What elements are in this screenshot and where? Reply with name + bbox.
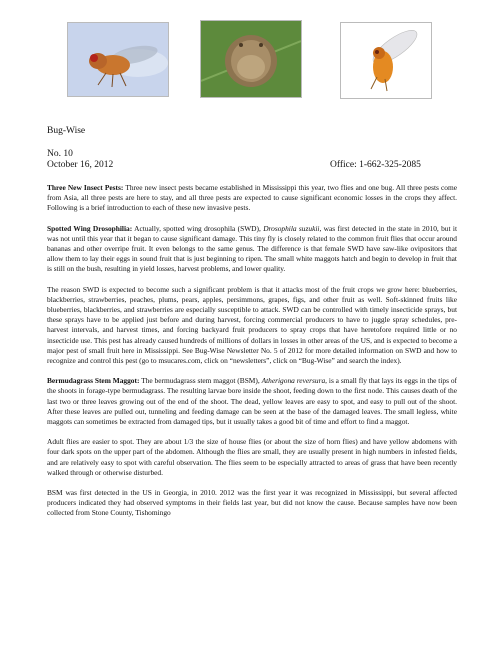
issue-number: No. 10 xyxy=(47,149,73,159)
bsm-paragraph xyxy=(47,376,457,427)
bsm-scientific-name: Atherigona reversura xyxy=(261,376,326,386)
newsletter-title: Bug-Wise xyxy=(47,126,86,136)
article-body xyxy=(47,183,457,529)
office-phone: Office: 1-662-325-2085 xyxy=(330,160,421,170)
bsm-text-b: , is a small fly that lays its eggs in the tips of the shoots in forage-type bermudagrass. The resulting larvae bore inside the shoot, feeding down to the first node. This causes death of the last two or three leaves growing out of the end of the shoot. The dead, yellow leaves are easy to spot, and easy to pull out of the shoot. After these leaves are pulled out, tunneling and feeding damage can be seen at the base of the damaged leaves. The small legless, white maggots can sometimes be extracted from damaged tips, but it usually takes a good bit of time and effort to find a maggot. xyxy=(47,376,458,427)
swd-paragraph xyxy=(47,224,457,275)
bsm-paragraph-2: Adult flies are easier to spot. They are about 1/3 the size of house flies (or about the size of horn flies) and have yellow abdomens with four dark spots on the upper part of the abdomen. Although the flies are small, they are usually present in high numbers in infested fields, and are relatively easy to spot with careful observation. The flies seem to be especially attracted to areas of grass that have been recently walked through or otherwise disturbed. xyxy=(47,437,457,477)
intro-text: Three new insect pests became established in Mississippi this year, two flies and one bug. All three pests come from Asia, all three pests are here to stay, and all three pests are expected to cause significant economic losses in the crops they affect. Following is a brief introduction to each of these new invasive pests. xyxy=(47,183,458,213)
stink-bug-photo xyxy=(200,20,302,98)
intro-paragraph xyxy=(47,183,457,214)
issue-date: October 16, 2012 xyxy=(47,160,114,170)
bsm-heading: Bermudagrass Stem Maggot: xyxy=(47,376,140,386)
stem-maggot-fly-photo xyxy=(340,22,432,99)
bsm-paragraph-3: BSM was first detected in the US in Georgia, in 2010. 2012 was the first year it was recognized in Mississippi, but several affected producers indicated they had observed symptoms in their fields last year, but did not know the cause. Because samples have now been collected from Stone County, Tishomingo xyxy=(47,488,457,518)
fruit-fly-photo xyxy=(67,22,169,97)
swd-scientific-name: Drosophila suzukii xyxy=(263,223,320,233)
swd-text-a: Actually, spotted wing drosophila (SWD), xyxy=(134,223,261,233)
swd-paragraph-2: The reason SWD is expected to become such a significant problem is that it attacks most of the fruit crops we grow here: blueberries, blackberries, strawberries, peaches, plums, pears, apples, persimmons, grapes, figs, and other fruit as well. Soft-skinned fruits like blueberries, blackberries, and strawberries are especially susceptible to attack. SWD can be controlled with timely insecticide sprays, but these sprays have to be applied just before and during harvest, forcing commercial producers to have to juggle spray schedules, pre-harvest intervals, and harvest times, and forcing backyard fruit producers to spray crops that have heretofore required little or no insecticide use. This pest has already caused hundreds of millions of dollars in losses in other areas of the US, and is expected to become a major pest of small fruit here in Mississippi. See Bug-Wise Newsletter No. 5 of 2012 for more detailed information on SWD and how to recognize and control this pest (go to msucares.com, click on “newsletters”, click on “Bug-Wise” and search the index). xyxy=(47,284,457,366)
intro-heading: Three New Insect Pests: xyxy=(47,183,124,192)
swd-heading: Spotted Wing Drosophilia: xyxy=(47,223,133,233)
swd-text-b: , was first detected in the state in 2010, but it was not until this year that it began to cause significant damage. This tiny fly is closely related to the common fruit flies that occur around bananas and other overripe fruit. It even belongs to the same genus. The difference is that female SWD have saw-like ovipositors that allow them to lay their eggs in sound fruit that is just beginning to ripen. The small white maggots hatch and begin to develop in fruit that is still on the bush, resulting in yield losses, harvest problems, and lower quality. xyxy=(47,223,457,274)
bsm-text-a: The bermudagrass stem maggot (BSM), xyxy=(141,376,260,386)
